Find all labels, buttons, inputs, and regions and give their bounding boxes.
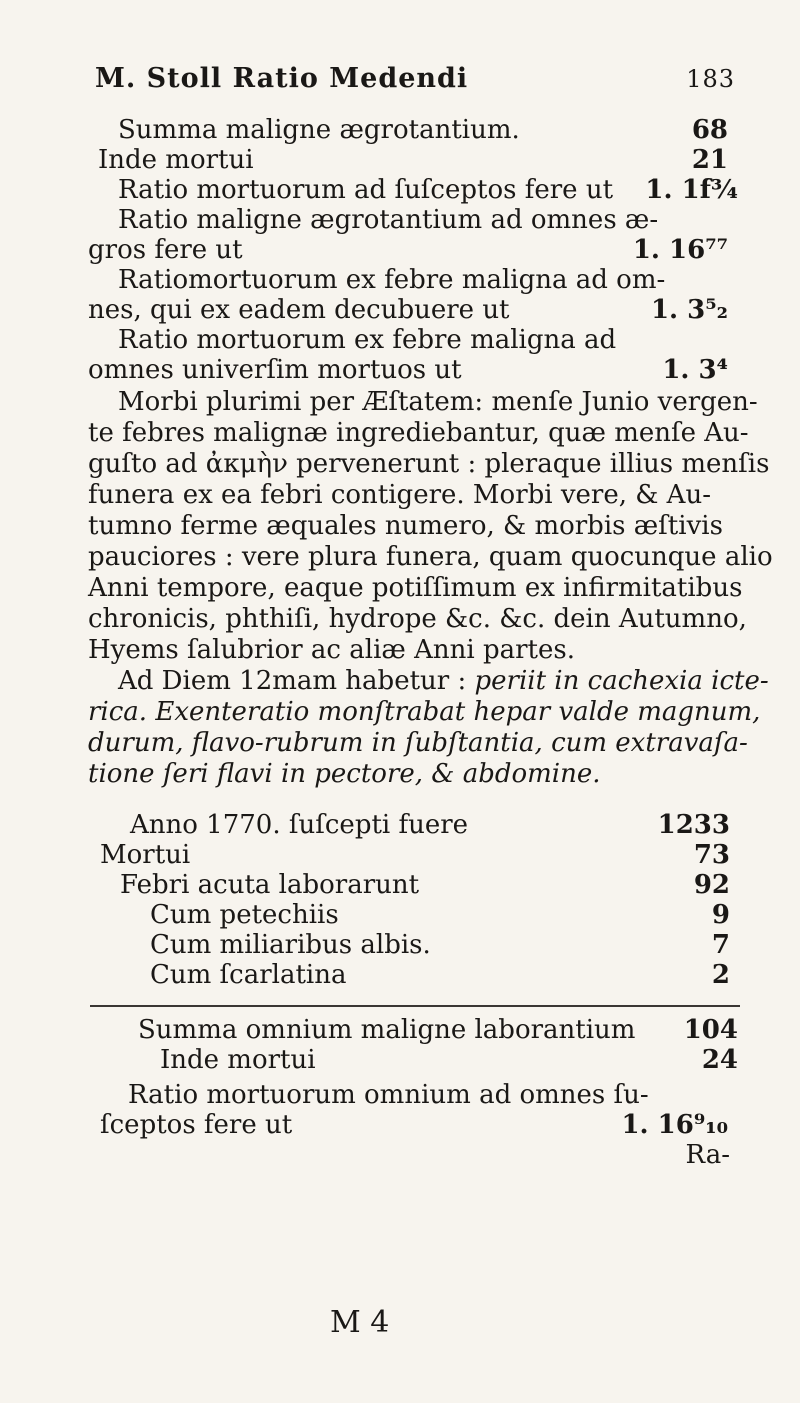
table-value: 1233 xyxy=(657,810,730,840)
paragraph-line: Morbi plurimi per Æſtatem: menſe Junio vergen- xyxy=(118,387,758,417)
summary-value: 68 xyxy=(691,115,728,145)
catchword: Ra- xyxy=(685,1140,730,1170)
table-row xyxy=(150,900,730,930)
footer-label: Inde mortui xyxy=(160,1045,316,1075)
table-value: 9 xyxy=(711,900,730,930)
summary-line xyxy=(118,115,728,145)
paragraph-line: chronicis, phthiſi, hydrope &c. &c. dein Autumno, xyxy=(88,604,747,634)
table-value: 92 xyxy=(693,870,730,900)
table-label: Cum ſcarlatina xyxy=(150,960,347,990)
table-value: 73 xyxy=(693,840,730,870)
italic-line: durum, flavo-rubrum in ſubſtantia, cum extravaſa- xyxy=(88,728,748,758)
footer-value: 104 xyxy=(683,1015,738,1045)
page-number: 183 xyxy=(686,65,735,93)
table-label: Cum petechiis xyxy=(150,900,339,930)
table-row xyxy=(120,870,730,900)
summary-value: 1. 3⁵₂ xyxy=(650,295,728,325)
italic-line: tione ſeri flavi in pectore, & abdomine. xyxy=(88,759,601,789)
paragraph-line: Hyems ſalubrior ac aliæ Anni partes. xyxy=(88,635,575,665)
footer-summary-line xyxy=(160,1045,738,1075)
table-label: Febri acuta laborarunt xyxy=(120,870,420,900)
footer-value: 24 xyxy=(701,1045,738,1075)
paragraph-line: pauciores : vere plura funera, quam quocunque alio xyxy=(88,542,773,572)
summary-value: 1. 1f¾ xyxy=(645,175,738,205)
summary-label: omnes univerſim mortuos ut xyxy=(88,355,462,385)
signature-mark: M 4 xyxy=(330,1305,390,1340)
summary-value: 1. 3⁴ xyxy=(662,355,728,385)
summary-text: Ratio maligne ægrotantium ad omnes æ- xyxy=(118,205,659,235)
summary-line xyxy=(98,145,728,175)
summary-value: 1. 16⁷⁷ xyxy=(632,235,728,265)
footer-value: 1. 16⁹₁₀ xyxy=(621,1110,728,1140)
table-label: Anno 1770. ſuſcepti fuere xyxy=(130,810,469,840)
table-value: 2 xyxy=(711,960,730,990)
footer-summary-line xyxy=(100,1110,728,1140)
footer-label: Summa omnium maligne laborantium xyxy=(138,1015,636,1045)
table-row xyxy=(150,960,730,990)
summary-text: Ratiomortuorum ex febre maligna ad om- xyxy=(118,265,666,295)
summary-label: gros fere ut xyxy=(88,235,243,265)
diem-line xyxy=(118,666,769,696)
paragraph-line: guſto ad ἀκμὴν pervenerunt : pleraque illius menſis xyxy=(88,449,770,479)
table-row xyxy=(100,840,730,870)
italic-line: rica. Exenteratio monſtrabat hepar valde magnum, xyxy=(88,697,761,727)
divider-rule xyxy=(90,1005,740,1007)
summary-line xyxy=(118,175,738,205)
summary-label: nes, qui ex eadem decubuere ut xyxy=(88,295,510,325)
table-label: Mortui xyxy=(100,840,191,870)
table-value: 7 xyxy=(711,930,730,960)
summary-text: Ratio mortuorum ex febre maligna ad xyxy=(118,325,617,355)
table-row xyxy=(150,930,730,960)
footer-summary-line xyxy=(138,1015,738,1045)
summary-value: 21 xyxy=(691,145,728,175)
table-label: Cum miliaribus albis. xyxy=(150,930,431,960)
footer-label: ſceptos fere ut xyxy=(100,1110,293,1140)
summary-line xyxy=(88,295,728,325)
summary-label: Ratio mortuorum ad ſuſceptos fere ut xyxy=(118,175,614,205)
paragraph-line: te febres malignæ ingrediebantur, quæ menſe Au- xyxy=(88,418,749,448)
summary-line xyxy=(88,355,728,385)
footer-summary-text: Ratio mortuorum omnium ad omnes ſu- xyxy=(128,1080,649,1110)
summary-line xyxy=(88,235,728,265)
table-row xyxy=(130,810,730,840)
diem-text: Ad Diem 12mam habetur : xyxy=(118,666,467,696)
diem-italic: periit in cachexia ictе- xyxy=(474,666,769,696)
summary-label: Inde mortui xyxy=(98,145,254,175)
paragraph-line: Anni tempore, eaque potiſſimum ex infirmitatibus xyxy=(88,573,743,603)
running-head: M. Stoll Ratio Medendi xyxy=(95,63,469,94)
page-header xyxy=(95,63,735,94)
paragraph-line: tumno ferme æquales numero, & morbis æſtivis xyxy=(88,511,723,541)
summary-label: Summa maligne ægrotantium. xyxy=(118,115,520,145)
paragraph-line: funera ex ea febri contigere. Morbi vere, & Au- xyxy=(88,480,711,510)
